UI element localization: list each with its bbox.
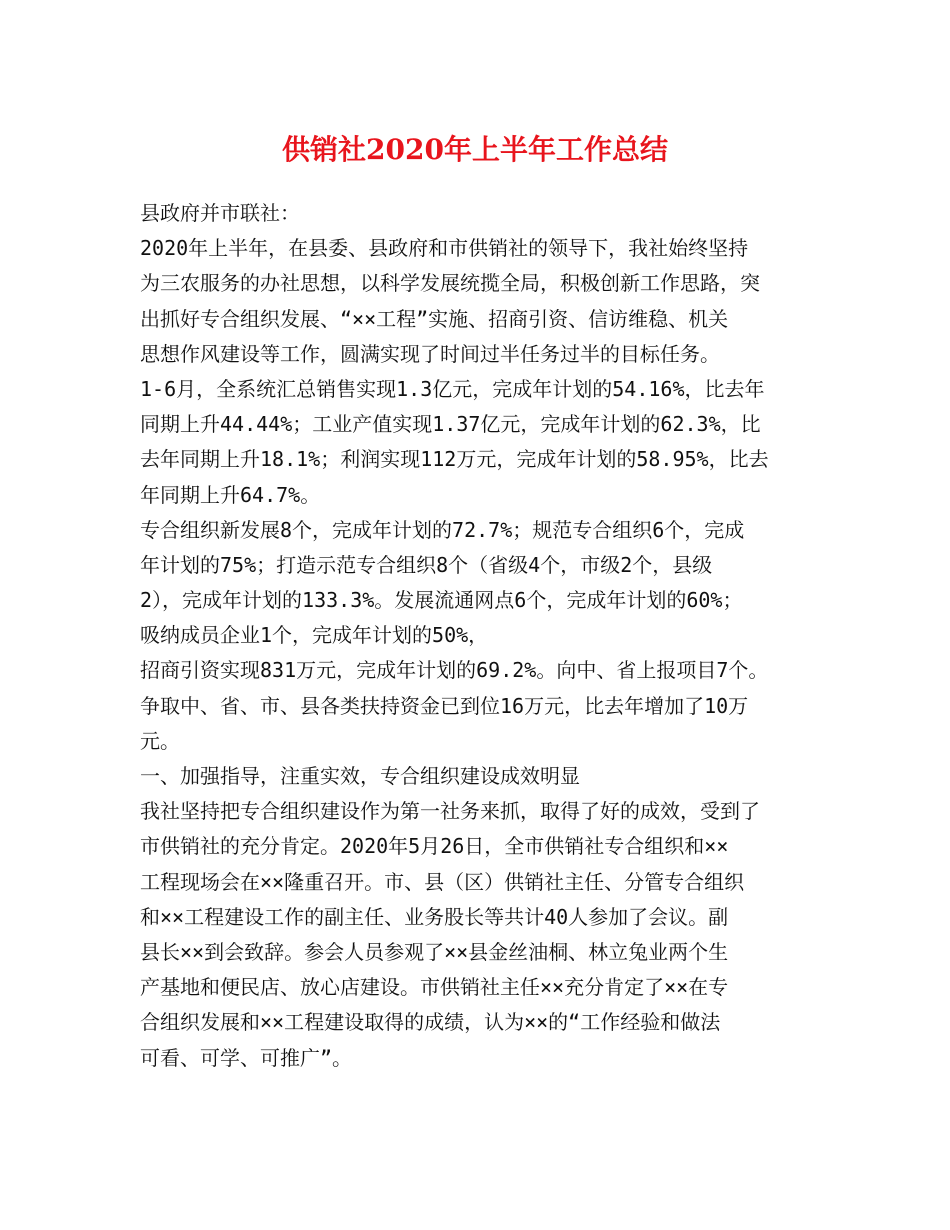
text-line: 年同期上升64.7%。 xyxy=(140,482,321,507)
text-line: 招商引资实现831万元，完成年计划的69.2%。向中、省上报项目7个。 xyxy=(140,658,769,683)
text-line: 产基地和便民店、放心店建设。市供销社主任××充分肯定了××在专 xyxy=(140,975,729,1000)
text-line: 为三农服务的办社思想，以科学发展统揽全局，积极创新工作思路，突 xyxy=(140,271,760,296)
document-title: 供销社2020年上半年工作总结 xyxy=(282,133,668,166)
text-line: 同期上升44.44%；工业产值实现1.37亿元，完成年计划的62.3%，比 xyxy=(140,412,761,437)
text-line: 元。 xyxy=(140,728,180,753)
text-line: 专合组织新发展8个，完成年计划的72.7%；规范专合组织6个，完成 xyxy=(140,517,745,542)
text-line: 和××工程建设工作的副主任、业务股长等共计40人参加了会议。副 xyxy=(140,904,729,929)
text-line: 县长××到会致辞。参会人员参观了××县金丝油桐、林立兔业两个生 xyxy=(140,939,729,964)
text-line: 我社坚持把专合组织建设作为第一社务来抓，取得了好的成效，受到了 xyxy=(140,799,760,824)
text-line: 2020年上半年，在县委、县政府和市供销社的领导下，我社始终坚持 xyxy=(140,236,749,261)
text-line: 可看、可学、可推广”。 xyxy=(140,1045,353,1070)
text-line: 年计划的75%；打造示范专合组织8个（省级4个，市级2个，县级 xyxy=(140,552,713,577)
text-line: 2），完成年计划的133.3%。发展流通网点6个，完成年计划的60%； xyxy=(140,588,743,613)
text-line: 出抓好专合组织发展、“××工程”实施、招商引资、信访维稳、机关 xyxy=(140,306,729,331)
text-line: 思想作风建设等工作，圆满实现了时间过半任务过半的目标任务。 xyxy=(140,341,720,366)
text-line: 合组织发展和××工程建设取得的成绩，认为××的“工作经验和做法 xyxy=(140,1010,721,1035)
section-heading: 一、加强指导，注重实效，专合组织建设成效明显 xyxy=(140,764,580,788)
text-line: 吸纳成员企业1个，完成年计划的50%， xyxy=(140,623,489,648)
text-line: 县政府并市联社： xyxy=(140,201,300,225)
text-line: 市供销社的充分肯定。2020年5月26日，全市供销社专合组织和×× xyxy=(140,834,729,859)
text-line: 争取中、省、市、县各类扶持资金已到位16万元，比去年增加了10万 xyxy=(140,693,749,718)
text-line: 1-6月，全系统汇总销售实现1.3亿元，完成年计划的54.16%，比去年 xyxy=(140,376,765,401)
document-body xyxy=(140,196,830,1076)
text-line: 工程现场会在××隆重召开。市、县（区）供销社主任、分管专合组织 xyxy=(140,869,745,894)
text-line: 去年同期上升18.1%；利润实现112万元，完成年计划的58.95%，比去 xyxy=(140,447,769,472)
